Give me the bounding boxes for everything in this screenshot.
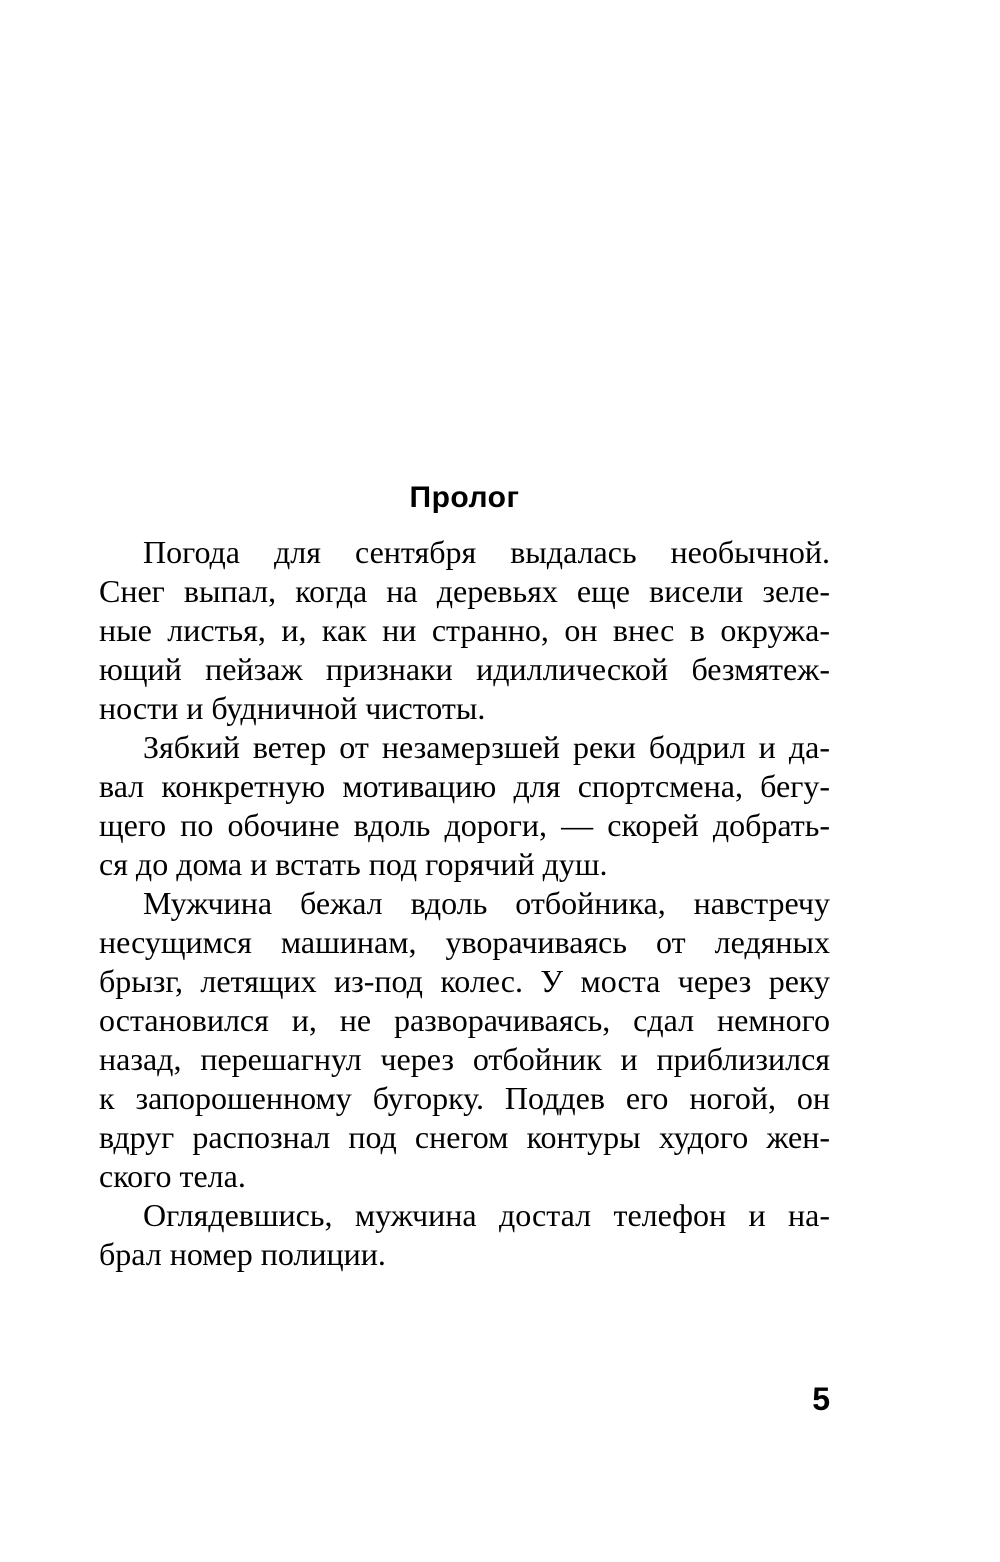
page-number: 5 bbox=[812, 1381, 830, 1417]
text-line: щего по обочине вдоль дороги, — скорей добрать- bbox=[99, 807, 830, 843]
chapter-heading: Пролог bbox=[409, 481, 520, 514]
text-line: ные листья, и, как ни странно, он внес в окружа- bbox=[99, 612, 830, 648]
text-line: Погода для сентября выдалась необычной. bbox=[143, 534, 830, 570]
text-line: к запорошенному бугорку. Поддев его ногой, он bbox=[99, 1080, 830, 1116]
text-line: Оглядевшись, мужчина достал телефон и на- bbox=[143, 1197, 830, 1233]
text-line: брал номер полиции. bbox=[99, 1236, 386, 1272]
text-line: ющий пейзаж признаки идиллической безмятеж- bbox=[99, 651, 830, 687]
body-text bbox=[99, 533, 830, 1274]
text-line: вал конкретную мотивацию для спортсмена, бегу- bbox=[99, 768, 830, 804]
text-line: остановился и, не разворачиваясь, сдал немного bbox=[99, 1002, 830, 1038]
text-line: Снег выпал, когда на деревьях еще висели зеле- bbox=[99, 573, 830, 609]
text-line: Мужчина бежал вдоль отбойника, навстречу bbox=[143, 885, 830, 921]
text-line: ности и будничной чистоты. bbox=[99, 690, 486, 726]
text-line: вдруг распознал под снегом контуры худого жен- bbox=[99, 1119, 830, 1155]
text-line: ся до дома и встать под горячий душ. bbox=[99, 846, 608, 882]
text-line: ского тела. bbox=[99, 1158, 246, 1194]
text-line: Зябкий ветер от незамерзшей реки бодрил и да- bbox=[143, 729, 830, 765]
text-line: брызг, летящих из-под колес. У моста через реку bbox=[99, 963, 830, 999]
text-line: назад, перешагнул через отбойник и приблизился bbox=[99, 1041, 830, 1077]
text-line: несущимся машинам, уворачиваясь от ледяных bbox=[99, 924, 830, 960]
